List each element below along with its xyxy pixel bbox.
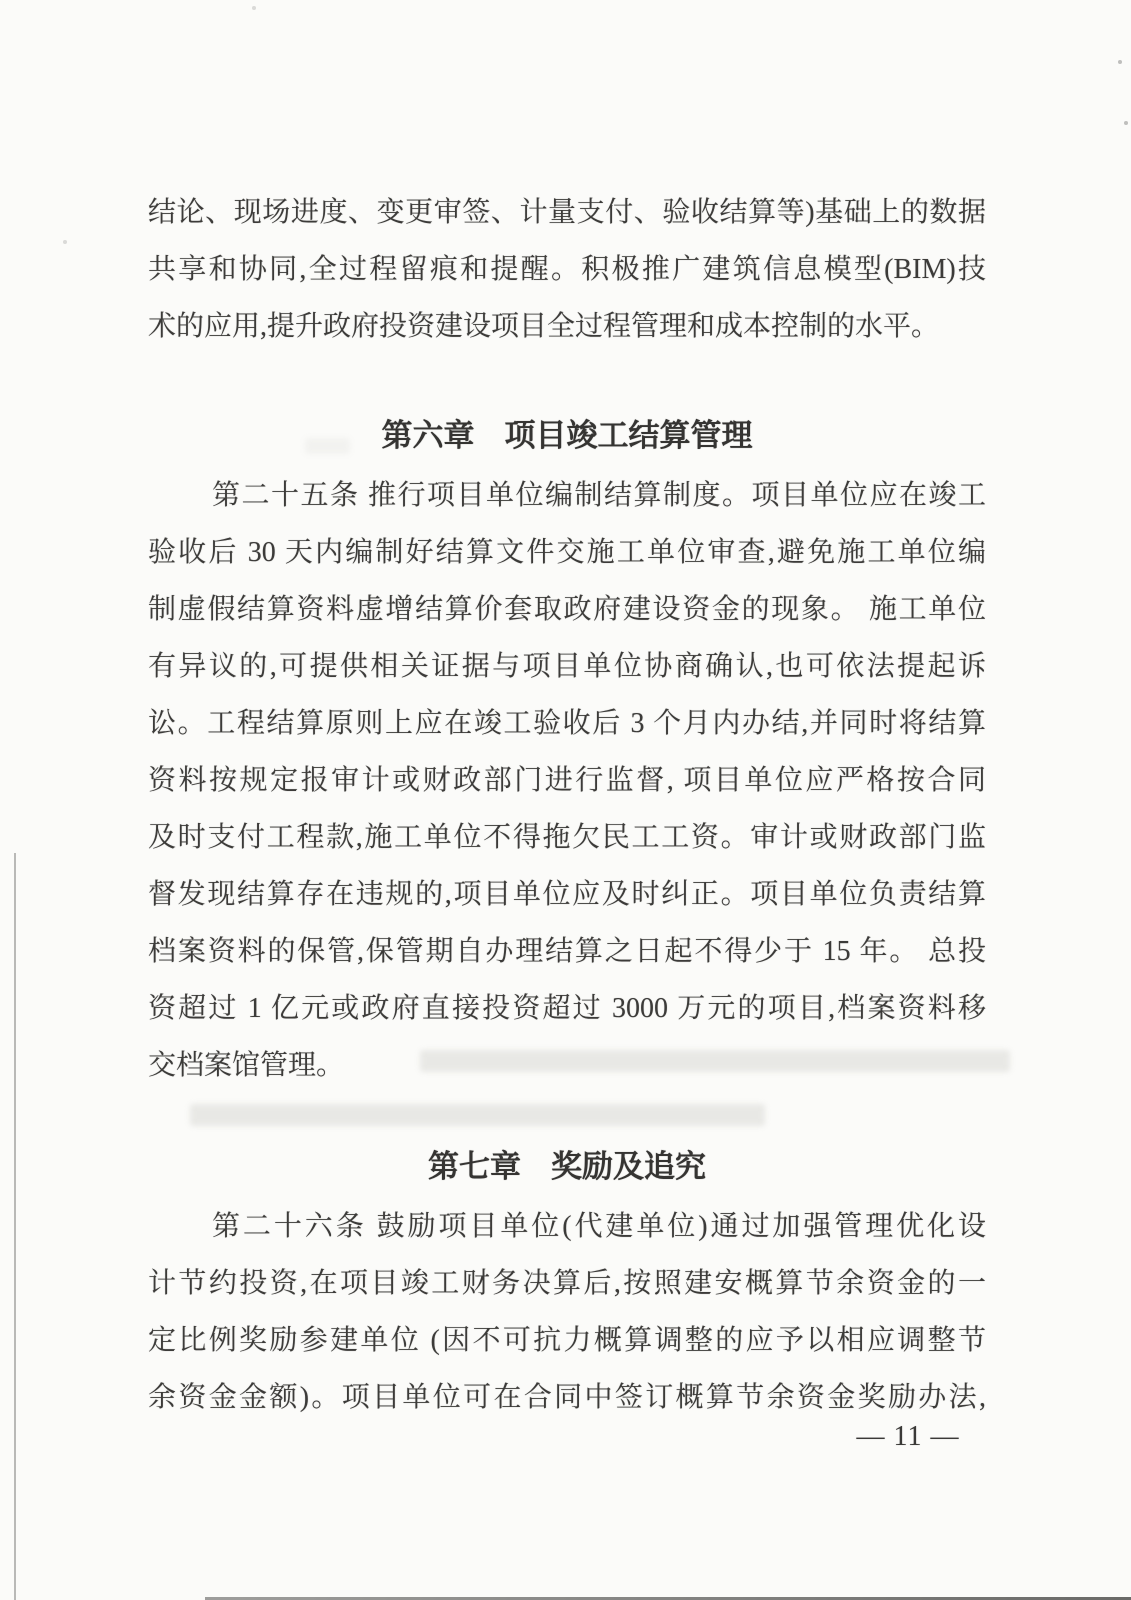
text-line: 验收后 30 天内编制好结算文件交施工单位审查,避免施工单位编 [148, 537, 986, 568]
text-line: 第二十六条 鼓励项目单位(代建单位)通过加强管理优化设 [212, 1211, 986, 1242]
paper-speck [1124, 121, 1128, 125]
chapter-6-heading [148, 413, 986, 459]
bleedthrough-ghost-text [190, 1104, 765, 1126]
text-line: 术的应用,提升政府投资建设项目全过程管理和成本控制的水平。 [148, 311, 940, 342]
text-line: 资料按规定报审计或财政部门进行监督, 项目单位应严格按合同 [148, 765, 986, 796]
chapter-6-title: 项目竣工结算管理 [504, 418, 753, 453]
chapter-7-title: 奖励及追究 [551, 1149, 706, 1184]
chapter-7-number: 第七章 [428, 1149, 521, 1184]
text-line: 共享和协同,全过程留痕和提醒。积极推广建筑信息模型(BIM)技 [148, 254, 986, 285]
scan-edge-line-left [14, 853, 16, 1600]
chapter-6-number: 第六章 [381, 418, 475, 453]
bleedthrough-ghost-text [305, 438, 350, 454]
text-line: 讼。工程结算原则上应在竣工验收后 3 个月内办结,并同时将结算 [148, 708, 986, 739]
text-line: 定比例奖励参建单位 (因不可抗力概算调整的应予以相应调整节 [148, 1325, 986, 1356]
paper-speck [63, 240, 67, 244]
page-number: — 11 — [856, 1421, 960, 1452]
text-line: 交档案馆管理。 [148, 1050, 345, 1081]
text-line: 制虚假结算资料虚增结算价套取政府建设资金的现象。 施工单位 [148, 594, 986, 625]
text-line: 有异议的,可提供相关证据与项目单位协商确认,也可依法提起诉 [148, 651, 986, 682]
paragraph-intro-continuation [148, 184, 986, 355]
text-line: 档案资料的保管,保管期自办理结算之日起不得少于 15 年。 总投 [148, 936, 986, 967]
paragraph-article-26 [148, 1198, 986, 1426]
text-line: 督发现结算存在违规的,项目单位应及时纠正。项目单位负责结算 [148, 879, 986, 910]
paper-speck [252, 6, 256, 10]
text-line: 资超过 1 亿元或政府直接投资超过 3000 万元的项目,档案资料移 [148, 993, 986, 1024]
text-line: 第二十五条 推行项目单位编制结算制度。项目单位应在竣工 [212, 480, 986, 511]
chapter-7-heading [148, 1144, 986, 1190]
bleedthrough-ghost-text [420, 1050, 1010, 1072]
text-line: 及时支付工程款,施工单位不得拖欠民工工资。审计或财政部门监 [148, 822, 986, 853]
text-line: 计节约投资,在项目竣工财务决算后,按照建安概算节余资金的一 [148, 1268, 986, 1299]
paragraph-article-25 [148, 467, 986, 1094]
page-body-text [148, 0, 986, 1426]
text-line: 余资金金额)。项目单位可在合同中签订概算节余资金奖励办法, [148, 1382, 986, 1413]
paper-speck [1118, 60, 1122, 64]
text-line: 结论、现场进度、变更审签、计量支付、验收结算等)基础上的数据 [148, 197, 986, 228]
